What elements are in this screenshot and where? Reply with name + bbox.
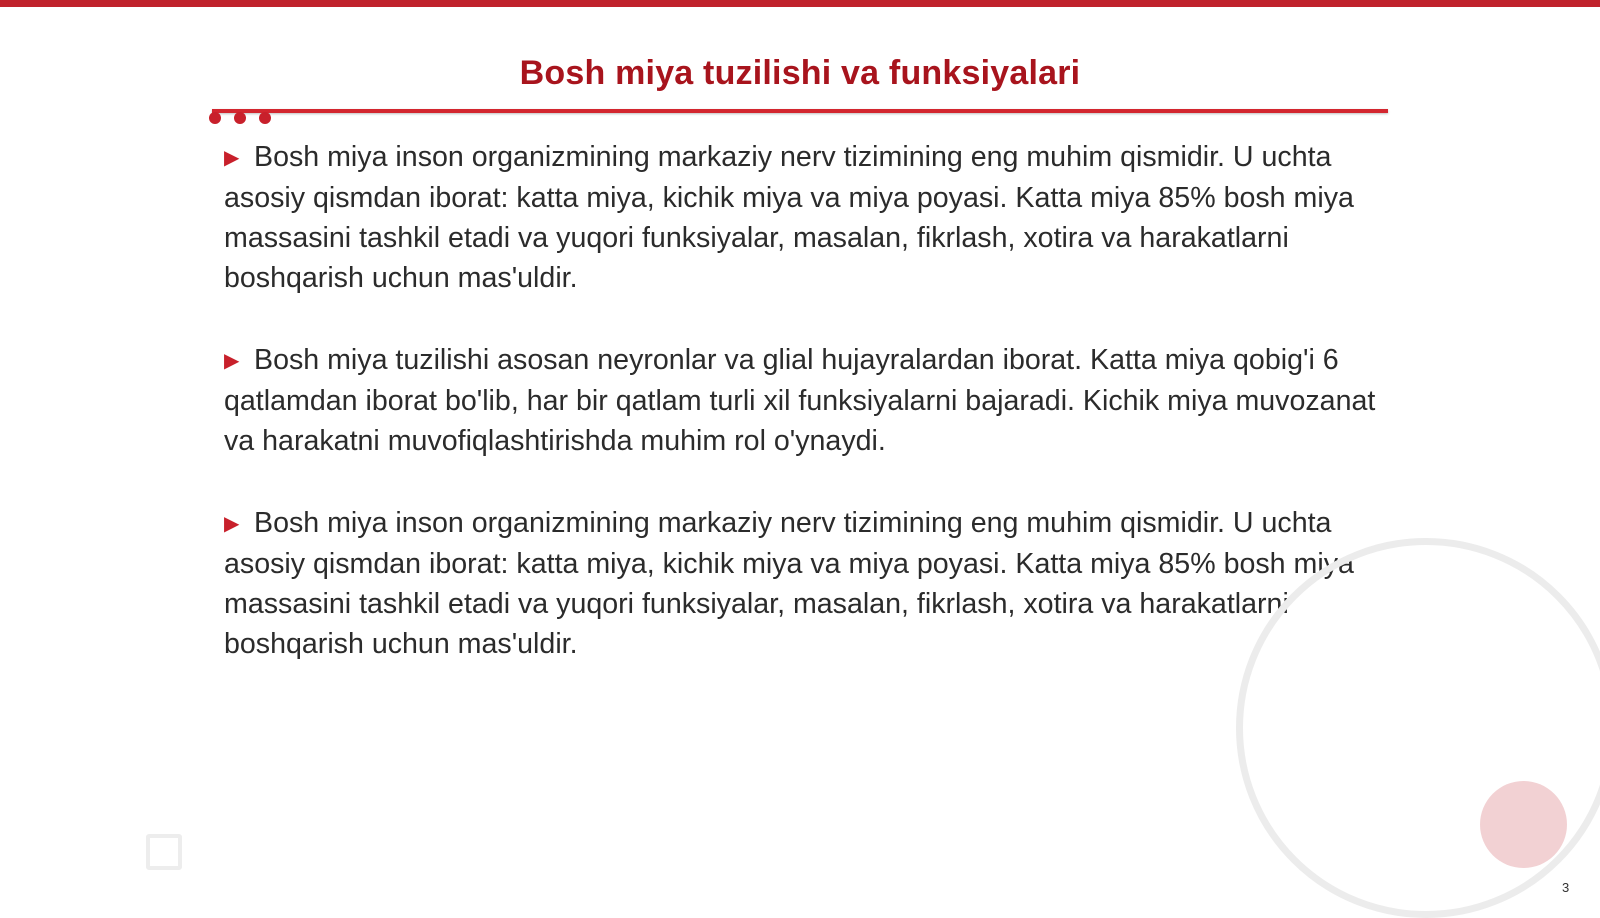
paragraph-text: Bosh miya inson organizmining markaziy nerv tizimining eng muhim qismidir. U uchta asosiy qismdan iborat: katta miya, kichik miya va miya poyasi. Katta miya 85% bosh miya massasini tashkil etadi va yuqori funksiyalar, masalan, fikrlash, xotira va harakatlarni boshqarish uchun mas'uldir. (224, 141, 1354, 294)
paragraph-text: Bosh miya inson organizmining markaziy nerv tizimining eng muhim qismidir. U uchta asosiy qismdan iborat: katta miya, kichik miya va miya poyasi. Katta miya 85% bosh miya massasini tashkil etadi va yuqori funksiyalar, masalan, fikrlash, xotira va harakatlarni boshqarish uchun mas'uldir. (224, 507, 1354, 660)
bullet-paragraph (224, 503, 1389, 664)
bullet-arrow-icon: ▶ (224, 147, 240, 169)
slide-title: Bosh miya tuzilishi va funksiyalari (519, 54, 1081, 92)
top-accent-bar (0, 0, 1600, 7)
page-number: 3 (1562, 880, 1570, 895)
title-underline (212, 109, 1388, 113)
decor-dot (209, 112, 221, 124)
decor-dot (234, 112, 246, 124)
decor-circle (1480, 781, 1567, 868)
paragraph-text: Bosh miya tuzilishi asosan neyronlar va glial hujayralardan iborat. Katta miya qobig'i 6 qatlamdan iborat bo'lib, har bir qatlam turli xil funksiyalarni bajaradi. Kichik miya muvozanat va harakatni muvofiqlashtirishda muhim rol o'ynaydi. (224, 344, 1376, 457)
bullet-arrow-icon: ▶ (224, 350, 240, 372)
decor-square (146, 834, 182, 870)
bullet-paragraph (224, 340, 1389, 461)
slide-body (224, 137, 1389, 706)
bullet-arrow-icon: ▶ (224, 513, 240, 535)
decor-dot (259, 112, 271, 124)
bullet-paragraph (224, 137, 1389, 298)
